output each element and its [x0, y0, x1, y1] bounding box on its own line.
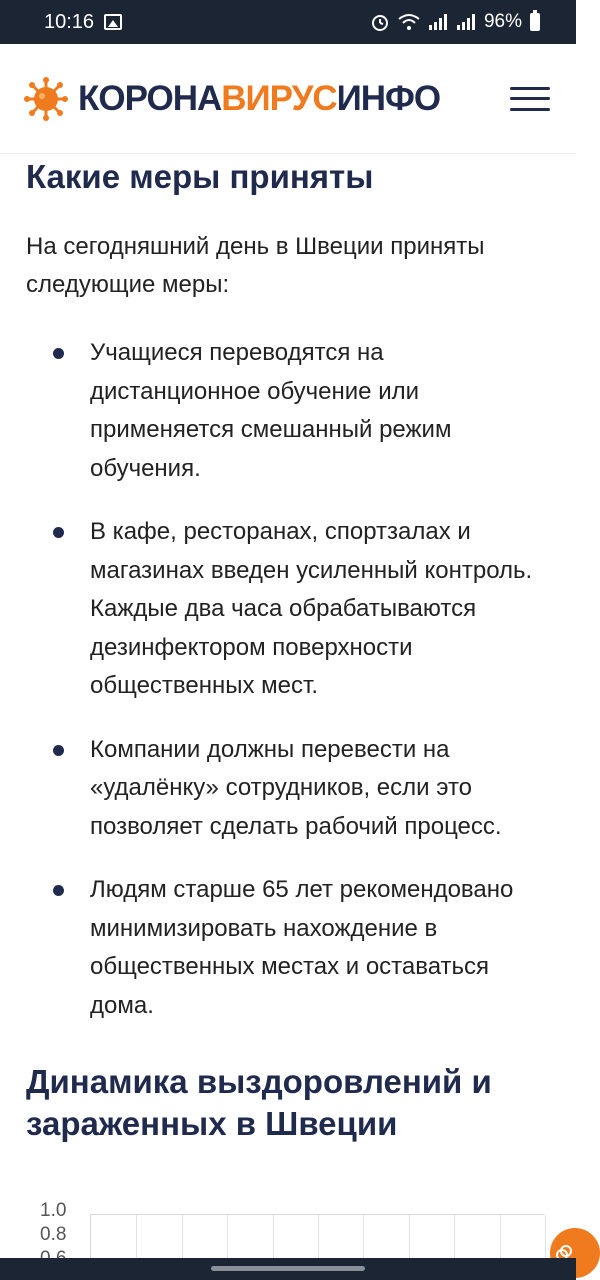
list-item — [26, 513, 550, 706]
virus-icon — [24, 77, 68, 121]
bullet-icon — [53, 745, 64, 756]
intro-paragraph: На сегодняшний день в Швеции приняты следующие меры: — [26, 233, 485, 298]
status-bar — [0, 0, 576, 44]
logo-part-virus: ВИРУС — [221, 78, 337, 118]
site-logo[interactable] — [24, 77, 440, 121]
list-item — [26, 731, 550, 847]
signal-icon-2 — [456, 13, 476, 31]
status-right — [370, 11, 540, 33]
list-item — [26, 334, 550, 488]
measures-list — [26, 334, 550, 1025]
logo-part-info: ИНФО — [336, 78, 441, 118]
bullet-icon — [53, 885, 64, 896]
home-gesture-pill[interactable] — [211, 1266, 365, 1271]
system-nav-bar — [0, 1258, 576, 1280]
gallery-icon — [104, 14, 122, 30]
section-title-measures: Какие меры приняты — [26, 158, 374, 195]
alarm-icon — [370, 12, 390, 32]
wifi-icon — [398, 13, 420, 31]
logo-text — [78, 79, 440, 119]
menu-icon[interactable] — [510, 87, 550, 111]
menu-line — [510, 87, 550, 90]
battery-icon — [530, 13, 540, 31]
battery-percent: 96% — [483, 11, 522, 32]
site-header — [0, 44, 576, 154]
status-time: 10:16 — [44, 10, 95, 33]
menu-line — [510, 97, 550, 100]
status-left — [44, 11, 122, 34]
bullet-icon — [53, 348, 64, 359]
list-item-text: Компании должны перевести на «удалёнку» сотрудников, если это позволяет сделать рабочий процесс. — [90, 735, 502, 840]
article-content — [0, 154, 576, 1145]
logo-part-corona: КОРОНА — [78, 78, 222, 118]
signal-icon — [428, 13, 448, 31]
list-item — [26, 871, 550, 1025]
bullet-icon — [53, 527, 64, 538]
list-item-text: В кафе, ресторанах, спортзалах и магазинах введен усиленный контроль. Каждые два часа обрабатываются дезинфектором поверхности общественных мест. — [90, 518, 533, 699]
y-tick-label: 0.8 — [40, 1224, 67, 1245]
list-item-text: Людям старше 65 лет рекомендовано минимизировать нахождение в общественных местах и оставаться дома. — [90, 876, 514, 1019]
menu-line — [510, 108, 550, 111]
section-title-dynamics: Динамика выздоровлений и зараженных в Швеции — [26, 1063, 492, 1142]
list-item-text: Учащиеся переводятся на дистанционное обучение или применяется смешанный режим обучения. — [90, 339, 452, 482]
recovery-chart — [26, 1198, 556, 1258]
y-tick-label: 1.0 — [40, 1200, 67, 1221]
